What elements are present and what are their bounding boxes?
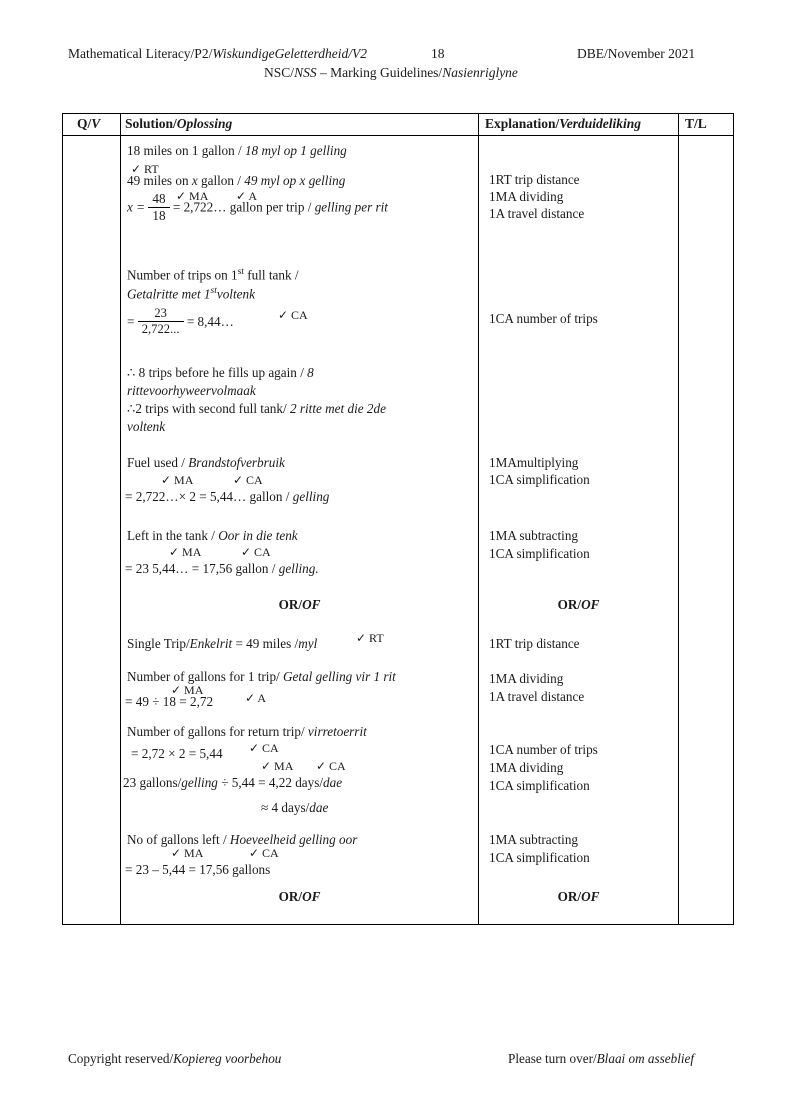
header-exam-session: DBE/November 2021 — [577, 46, 696, 61]
sol-left-tank-header — [127, 527, 298, 544]
sol-left-hdr-af: Oor in die tenk — [218, 528, 298, 543]
header-row-sub — [0, 65, 786, 81]
sol-gal1-en: Number of gallons for 1 trip/ — [127, 669, 284, 684]
exp-ca-simplification-4: 1CA simplification — [489, 850, 590, 865]
tick-rt-2 — [356, 631, 384, 647]
sol-single-trip — [127, 635, 317, 652]
sol-or2-af: OF — [302, 889, 321, 904]
sol-noleft-en: No of gallons left / — [127, 832, 230, 847]
footer-turnover-af: Blaai om asseblief — [596, 1051, 695, 1066]
sol-noleft-equation — [125, 861, 270, 878]
header-nss: NSS — [294, 65, 317, 80]
sol-left-hdr-en: Left in the tank / — [127, 528, 219, 543]
table-header-explanation-italic: Verduideliking — [559, 116, 642, 131]
header-nasienriglyne: Nasienriglyne — [442, 65, 518, 80]
sol-concl2-af-a: 2 ritte met die 2de — [289, 401, 386, 416]
sol-approx-text: ≈ 4 days/ — [261, 800, 310, 815]
tick-ma-days — [261, 759, 293, 775]
tick-ca-left — [241, 545, 271, 561]
header-subject-plain: Mathematical Literacy/P2/ — [68, 46, 213, 61]
footer-turn-over — [508, 1051, 694, 1067]
tick-ca-fuel — [233, 473, 263, 489]
page-header — [0, 46, 786, 80]
column-divider-explanation — [678, 114, 679, 924]
sol-noleft-eq-text: = 23 – 5,44 = 17,56 gallons — [125, 862, 271, 877]
exp-rt-trip-distance-1: 1RT trip distance — [489, 172, 580, 187]
sol-ret-eq-text: = 2,72 × 2 = 5,44 — [131, 746, 223, 761]
sol-or-divider-2 — [121, 888, 478, 905]
sol-trips-hdr-af-text: Getalritte met 1 — [127, 286, 211, 302]
sol-eq1-denominator: 18 — [152, 207, 166, 223]
sol-return-trip-header — [127, 723, 367, 740]
sol-eq2-numerator: 23 — [154, 306, 167, 320]
tick-ca-fuel-label: ✓ CA — [233, 473, 263, 487]
sol-approx-af: dae — [309, 800, 329, 815]
tick-ca-left-label: ✓ CA — [241, 545, 271, 559]
sol-eq2-lhs: = — [127, 313, 135, 329]
table-header-solution — [125, 116, 232, 132]
exp-ma-subtracting-2: 1MA subtracting — [489, 832, 579, 847]
exp-ca-simplification-1: 1CA simplification — [489, 472, 590, 487]
sol-gal1-equation — [125, 693, 213, 710]
sol-trips-header-af — [127, 285, 255, 303]
exp-ca-simplification-3: 1CA simplification — [489, 778, 590, 793]
tick-ca-ret — [249, 741, 279, 757]
sol-noleft-af: Hoeveelheid gelling oor — [229, 832, 358, 847]
sol-trips-hdr-af-sup: st — [210, 286, 217, 296]
table-header-solution-italic: Oplossing — [176, 116, 233, 131]
sol-ret-en: Number of gallons for return trip/ — [127, 724, 308, 739]
sol-days-value: ÷ 5,44 = 4,22 days/ — [217, 775, 324, 790]
sol-fuel-hdr-af: Brandstofverbruik — [188, 455, 285, 470]
sol-trips-hdr-text: Number of trips on 1 — [127, 267, 238, 283]
sol-conclusion-2 — [127, 400, 386, 417]
exp-ma-dividing-3: 1MA dividing — [489, 760, 564, 775]
exp-rt-trip-distance-2: 1RT trip distance — [489, 636, 580, 651]
sol-18miles-af: 18 myl op 1 gelling — [244, 143, 347, 158]
tick-ma-fuel — [161, 473, 193, 489]
sol-eq2-denominator: 2,722... — [141, 322, 180, 337]
tick-ma-left — [169, 545, 201, 561]
sol-days-en: 23 gallons/ — [123, 775, 182, 790]
sol-fuel-hdr-en: Fuel used / — [127, 455, 189, 470]
sol-fuel-eq-af: gelling — [292, 489, 330, 504]
exp-or-divider-2 — [479, 888, 678, 905]
table-header-explanation-plain: Explanation/ — [485, 116, 560, 131]
tick-ma-days-label: ✓ MA — [261, 759, 294, 773]
tick-rt-2-label: ✓ RT — [356, 631, 384, 645]
sol-18miles-en: 18 miles on 1 gallon / — [127, 143, 245, 158]
sol-trips-header-en — [127, 266, 299, 284]
sol-or1-en: OR/ — [278, 597, 303, 612]
solution-cell — [121, 135, 478, 925]
exp-a-travel-distance-1: 1A travel distance — [489, 206, 585, 221]
tick-ca-2 — [278, 308, 308, 324]
sol-eq1-result: = 2,722… — [172, 199, 227, 215]
tick-ca-2-label: ✓ CA — [278, 308, 308, 322]
sol-or-divider-1 — [121, 596, 478, 613]
sol-eq1-unit-af: gelling per rit — [314, 199, 388, 215]
sol-left-eq-af: gelling. — [278, 561, 319, 576]
sol-conclusion-1-cont — [127, 382, 256, 399]
sol-days-unit-af: dae — [323, 775, 343, 790]
exp-or1-af: OF — [581, 597, 600, 612]
sol-conclusion-2-cont — [127, 418, 165, 435]
sol-or1-af: OF — [302, 597, 321, 612]
table-header-explanation — [485, 116, 641, 132]
sol-trips-hdr-tail: full tank / — [243, 267, 299, 283]
exp-or-divider-1 — [479, 596, 678, 613]
tick-a-gal1-label: ✓ A — [245, 691, 267, 705]
tick-rt-1-label: ✓ RT — [131, 162, 159, 176]
footer-turnover-en: Please turn over/ — [508, 1051, 597, 1066]
sol-eq1-numerator: 48 — [152, 191, 166, 206]
header-guideline-line — [264, 65, 518, 81]
sol-trips-hdr-af-tail: voltenk — [216, 286, 255, 302]
table-header-qv-italic: V — [91, 116, 101, 131]
sol-fuel-eq-text: = 2,722…× 2 = 5,44… gallon / — [125, 489, 293, 504]
table-header-qv-plain: Q/ — [77, 116, 92, 131]
sol-or2-en: OR/ — [278, 889, 303, 904]
exp-ca-number-of-trips-2: 1CA number of trips — [489, 742, 598, 757]
tick-a-1 — [236, 189, 257, 205]
marking-guidelines-table — [62, 113, 734, 925]
sol-single-unit-af: myl — [298, 636, 318, 651]
sol-eq2-fraction — [138, 307, 184, 336]
exp-or2-en: OR/ — [557, 889, 582, 904]
sol-trips-hdr-sup: st — [237, 267, 244, 277]
sol-equation-x — [127, 193, 388, 224]
sol-eq2-result: = 8,44… — [186, 313, 234, 329]
table-header-tl — [685, 116, 707, 132]
tick-ma-noleft — [171, 846, 203, 862]
sol-fuel-equation — [125, 488, 329, 505]
tick-ca-noleft-label: ✓ CA — [249, 846, 279, 860]
exp-a-travel-distance-2: 1A travel distance — [489, 689, 585, 704]
exp-ma-dividing-2: 1MA dividing — [489, 671, 564, 686]
tick-ma-noleft-label: ✓ MA — [171, 846, 204, 860]
sol-gallons-left-header — [127, 831, 357, 848]
page-footer — [0, 1051, 786, 1067]
sol-concl1-af-b: rittevoorhyweervolmaak — [127, 383, 256, 398]
table-header-tl-plain: T/L — [685, 116, 707, 131]
sol-days-af: gelling — [181, 775, 218, 790]
tick-a-gal1 — [245, 691, 266, 707]
sol-concl2-af-b: voltenk — [127, 419, 166, 434]
exp-or1-en: OR/ — [557, 597, 582, 612]
sol-ret-af: virretoerrit — [307, 724, 367, 739]
header-row-top — [0, 46, 786, 62]
sol-eq1-unit-en: gallon per trip / — [226, 199, 315, 215]
sol-gal1-af: Getal gelling vir 1 rit — [283, 669, 396, 684]
sol-days-equation — [123, 774, 342, 791]
sol-days-approx — [261, 799, 328, 816]
exp-or2-af: OF — [581, 889, 600, 904]
header-subject — [68, 46, 367, 62]
tick-ca-ret-label: ✓ CA — [249, 741, 279, 755]
sol-gallons-1trip-header — [127, 668, 396, 685]
tick-ma-left-label: ✓ MA — [169, 545, 202, 559]
sol-equation-trips — [127, 308, 234, 337]
header-nsc: NSC/ — [264, 65, 295, 80]
exp-ma-subtracting-1: 1MA subtracting — [489, 528, 579, 543]
sol-49miles-en: 49 miles on — [127, 173, 192, 188]
sol-line-49miles — [127, 172, 345, 189]
sol-single-en: Single Trip/ — [127, 636, 190, 651]
sol-single-af: Enkelrit — [189, 636, 233, 651]
sol-left-equation — [125, 560, 319, 577]
tick-ma-gal1-label: ✓ MA — [171, 683, 204, 697]
sol-single-value: = 49 miles / — [232, 636, 299, 651]
sol-concl1-en: ∴ 8 trips before he fills up again / — [127, 365, 308, 380]
sol-eq1-fraction — [148, 192, 169, 223]
exp-ca-simplification-2: 1CA simplification — [489, 546, 590, 561]
tick-ca-noleft — [249, 846, 279, 862]
exp-ca-number-of-trips-1: 1CA number of trips — [489, 311, 598, 326]
sol-conclusion-1 — [127, 364, 314, 381]
header-subject-afrikaans: WiskundigeGeletterdheid/V2 — [212, 46, 368, 61]
footer-copyright-en: Copyright reserved/ — [68, 1051, 174, 1066]
sol-concl2-en: ∴2 trips with second full tank/ — [127, 401, 290, 416]
footer-copyright-af: Kopiereg voorbehou — [173, 1051, 282, 1066]
footer-copyright — [68, 1051, 281, 1067]
table-header-solution-plain: Solution/ — [125, 116, 177, 131]
table-header-qv — [77, 116, 100, 132]
exp-ma-dividing-1: 1MA dividing — [489, 189, 564, 204]
tick-a-1-label: ✓ A — [236, 189, 258, 203]
sol-line-18miles — [127, 142, 347, 159]
header-marking-guidelines: – Marking Guidelines/ — [316, 65, 443, 80]
sol-eq1-lhs: x = — [127, 199, 146, 215]
sol-49miles-var: x — [191, 173, 198, 188]
sol-concl1-af-a: 8 — [307, 365, 314, 380]
tick-ma-fuel-label: ✓ MA — [161, 473, 194, 487]
exp-ma-multiplying: 1MAmultiplying — [489, 455, 579, 470]
tick-ma-1-label: ✓ MA — [176, 189, 209, 203]
sol-49miles-af: 49 myl op x gelling — [244, 173, 346, 188]
sol-49miles-unit: gallon / — [197, 173, 245, 188]
sol-return-equation — [131, 745, 223, 762]
sol-gal1-eq-text: = 49 ÷ 18 = 2,72 — [125, 694, 214, 709]
tick-ca-days — [316, 759, 346, 775]
tick-ca-days-label: ✓ CA — [316, 759, 346, 773]
sol-fuel-used-header — [127, 454, 285, 471]
explanation-cell — [479, 135, 678, 925]
sol-left-eq-text: = 23 5,44… = 17,56 gallon / — [125, 561, 279, 576]
header-page-number: 18 — [431, 46, 445, 61]
tick-ma-1 — [176, 189, 208, 205]
